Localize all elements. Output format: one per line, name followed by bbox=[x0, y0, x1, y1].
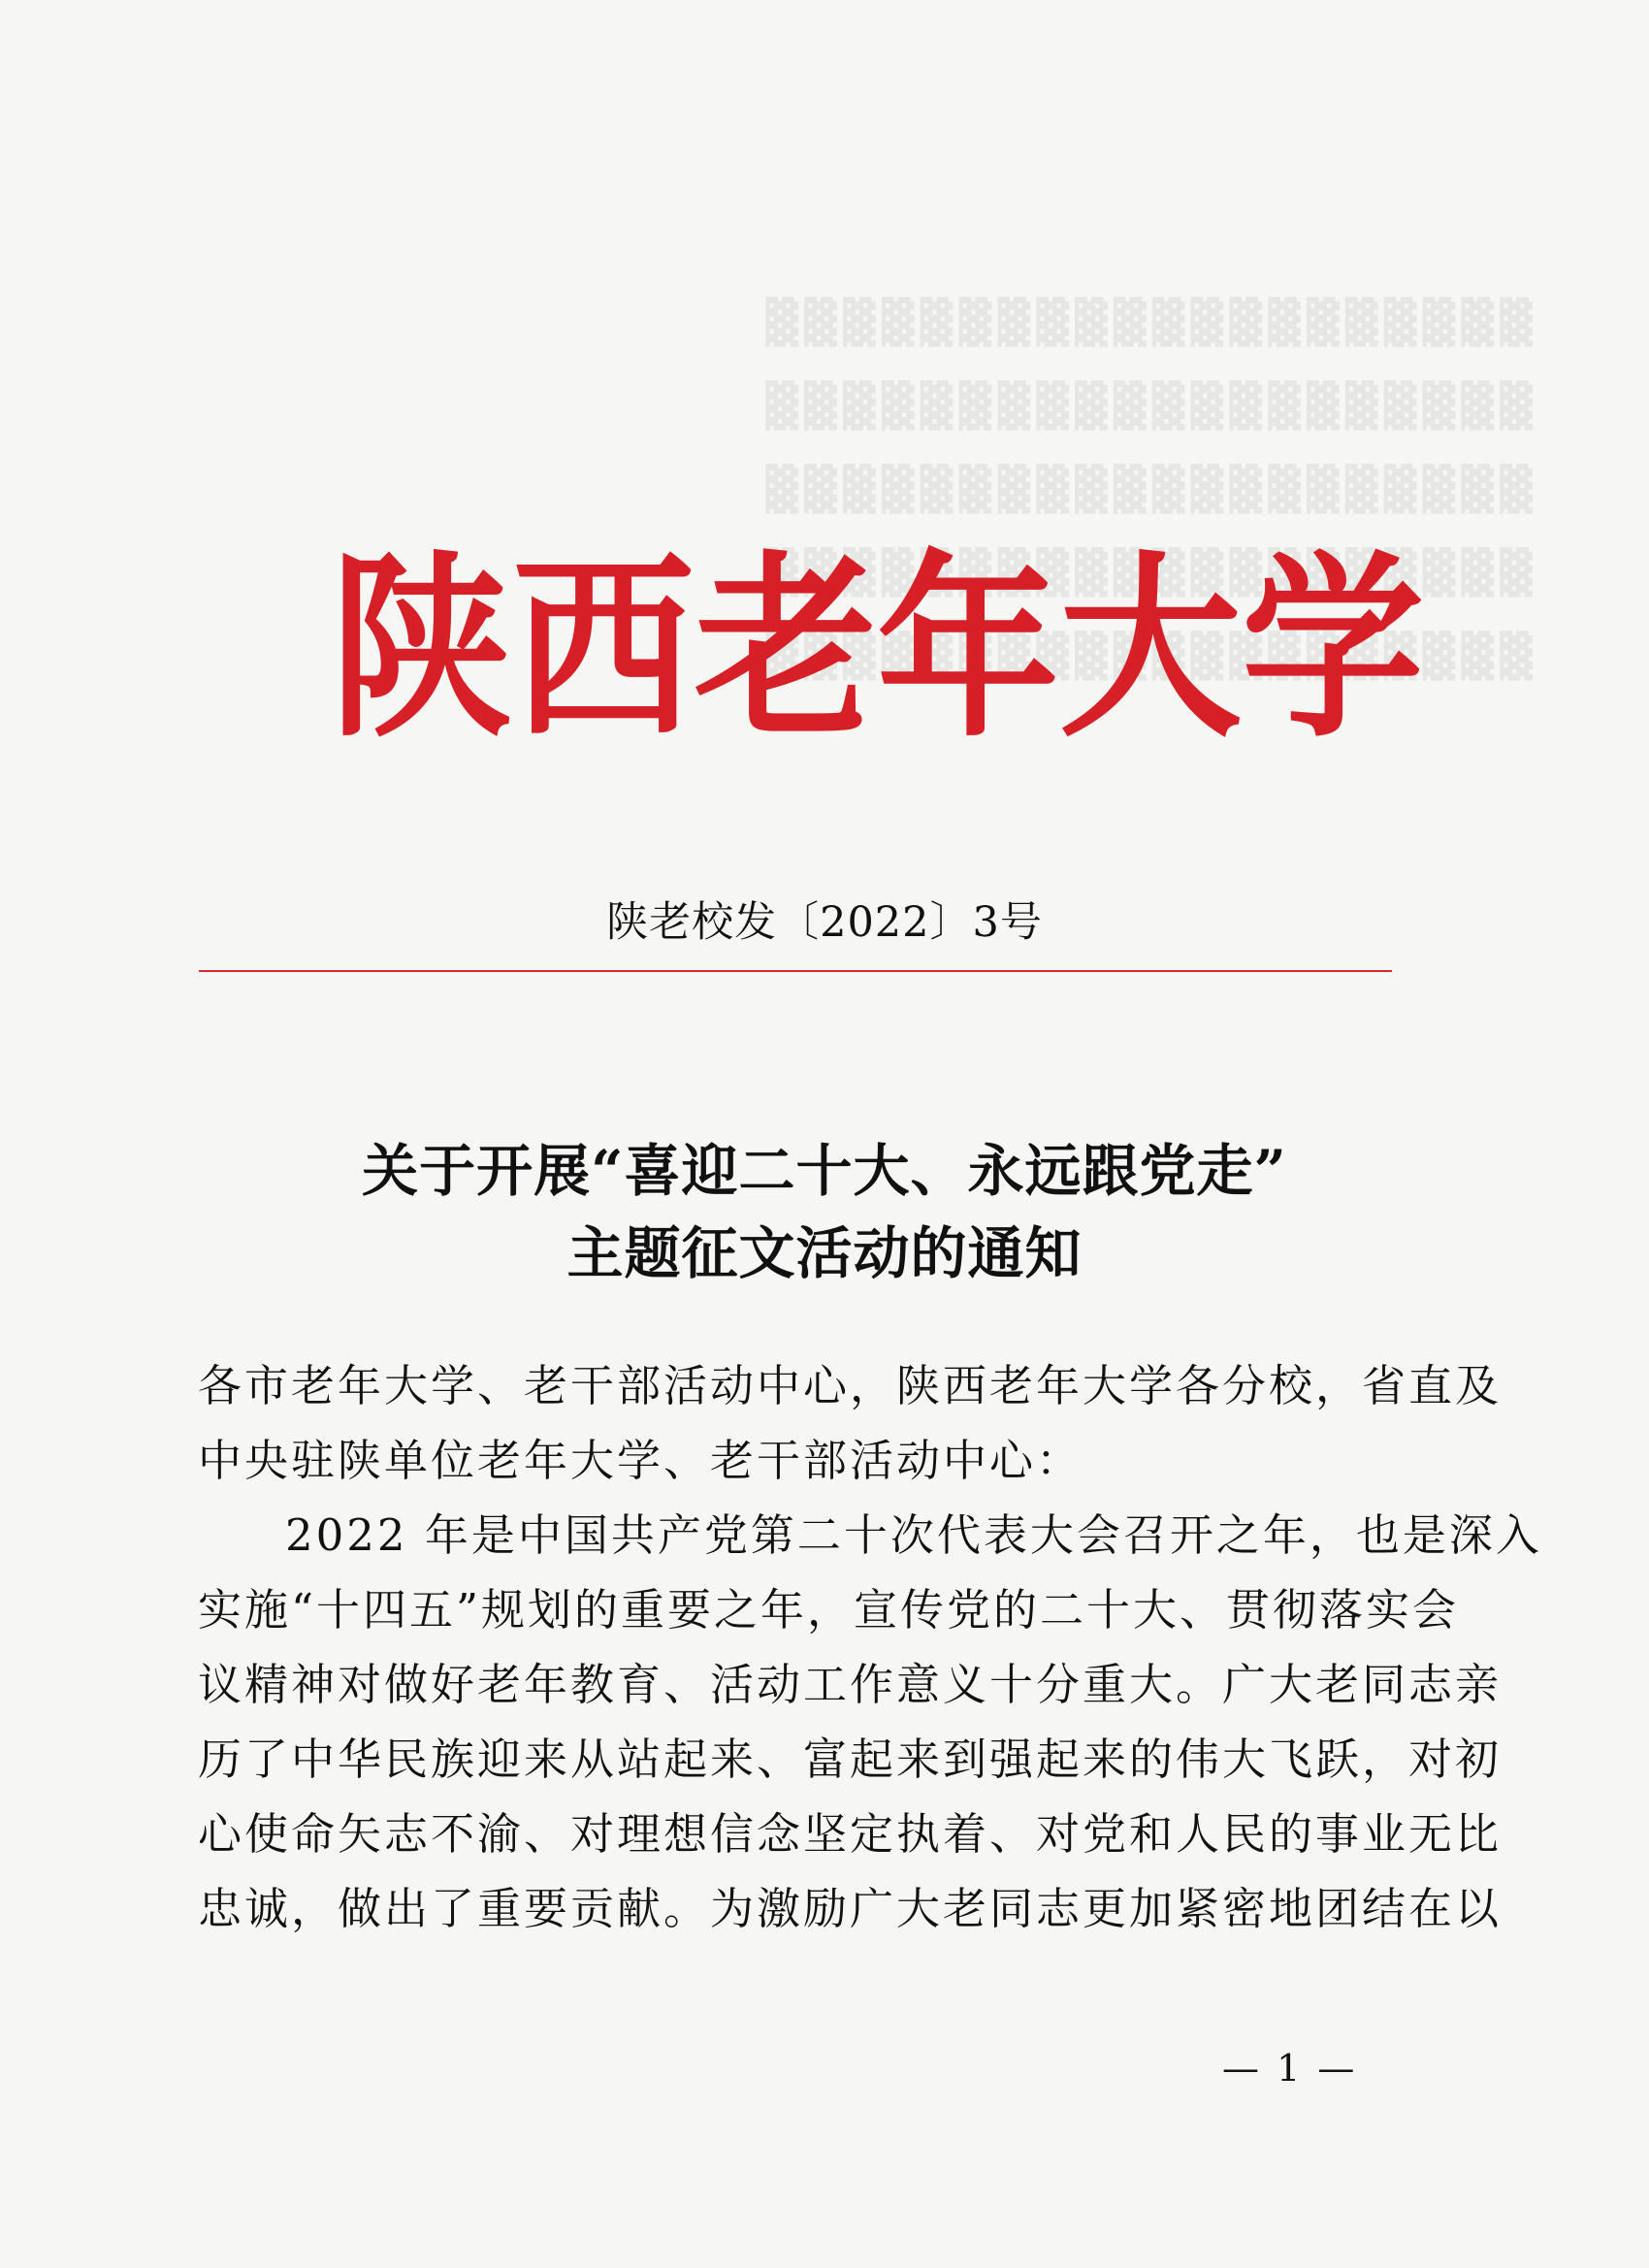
body-line: 实施“十四五”规划的重要之年，宣传党的二十大、贯彻落实会 bbox=[198, 1584, 1460, 1636]
notice-title-line-2: 主题征文活动的通知 bbox=[566, 1220, 1083, 1286]
masthead-char: 西 bbox=[512, 535, 695, 764]
masthead-char: 学 bbox=[1242, 535, 1424, 764]
masthead-char: 大 bbox=[1059, 535, 1242, 764]
masthead-char: 陕 bbox=[330, 535, 512, 764]
body-line: 忠诚，做出了重要贡献。为激励广大老同志更加紧密地团结在以 bbox=[198, 1883, 1503, 1934]
notice-body bbox=[198, 1348, 1542, 1946]
masthead-title bbox=[330, 535, 1424, 764]
body-line: 各市老年大学、老干部活动中心，陕西老年大学各分校，省直及 bbox=[198, 1360, 1503, 1411]
document-number: 陕老校发〔2022〕3号 bbox=[606, 898, 1043, 947]
page-number: — 1 — bbox=[1222, 2047, 1358, 2090]
body-line: 中央驻陕单位老年大学、老干部活动中心： bbox=[198, 1435, 1083, 1486]
masthead-char: 老 bbox=[695, 535, 877, 764]
show-through-texture: ▓▓▓▓▓▓▓▓▓▓▓▓▓▓▓▓▓▓▓▓ ▓▓▓▓▓▓▓▓▓▓▓▓▓▓▓▓▓▓▓▓ ▓▓▓▓▓▓▓▓▓▓▓▓▓▓▓▓▓▓▓▓ ▓▓▓▓▓▓▓▓▓▓▓▓▓▓▓▓▓▓▓▓ ▓▓▓▓▓▓▓▓▓▓▓▓▓▓▓▓▓▓▓▓ bbox=[760, 298, 1533, 681]
body-line: 心使命矢志不渝、对理想信念坚定执着、对党和人民的事业无比 bbox=[198, 1808, 1503, 1860]
masthead-char: 年 bbox=[877, 535, 1059, 764]
body-line: 议精神对做好老年教育、活动工作意义十分重大。广大老同志亲 bbox=[198, 1659, 1503, 1710]
notice-title-line-1: 关于开展“喜迎二十大、永远跟党走” bbox=[362, 1138, 1287, 1204]
body-line: 历了中华民族迎来从站起来、富起来到强起来的伟大飞跃，对初 bbox=[198, 1733, 1503, 1785]
body-line: 2022 年是中国共产党第二十次代表大会召开之年，也是深入 bbox=[285, 1509, 1542, 1561]
red-divider bbox=[199, 970, 1392, 972]
